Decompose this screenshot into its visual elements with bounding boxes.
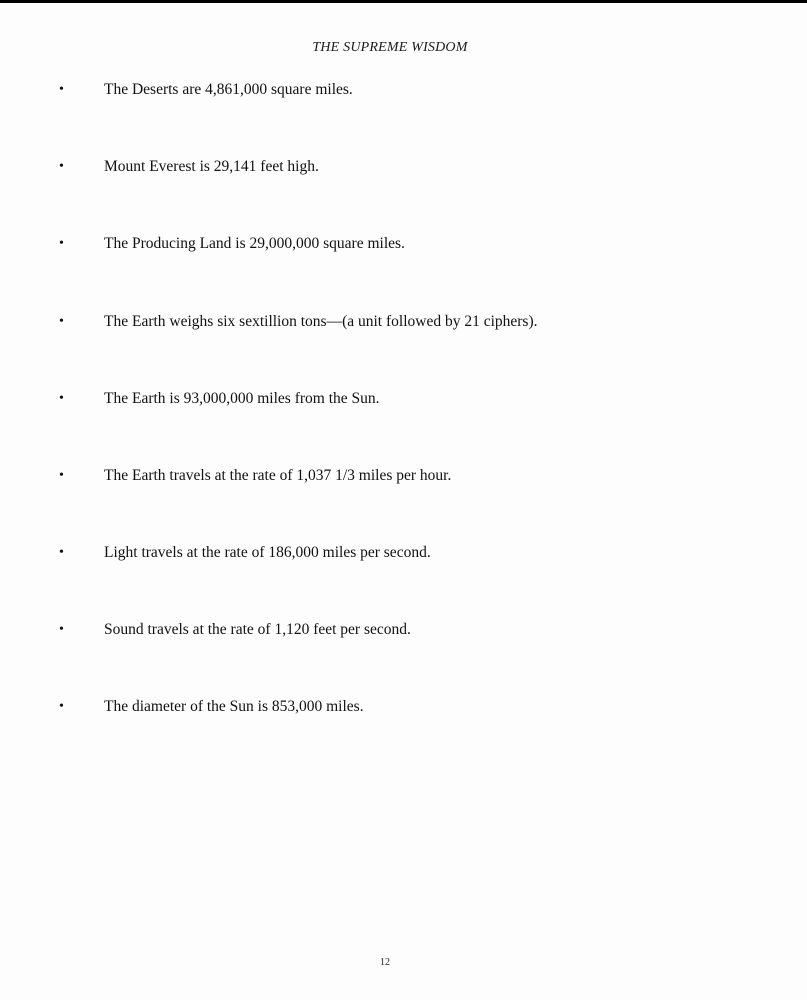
bullet-icon: •: [59, 82, 64, 97]
list-item-text: The Earth travels at the rate of 1,037 1/3 miles per hour.: [104, 467, 452, 484]
list-item: [0, 618, 760, 642]
list-item-text: Mount Everest is 29,141 feet high.: [104, 158, 319, 175]
list-item-text: The Deserts are 4,861,000 square miles.: [104, 81, 353, 98]
list-item-text: The Producing Land is 29,000,000 square miles.: [104, 235, 405, 252]
list-item-text: Light travels at the rate of 186,000 miles per second.: [104, 544, 431, 561]
list-item-text: Sound travels at the rate of 1,120 feet per second.: [104, 621, 411, 638]
list-item-text: The Earth weighs six sextillion tons—(a unit followed by 21 ciphers).: [104, 313, 538, 330]
bullet-icon: •: [59, 699, 64, 714]
list-item: [0, 78, 760, 102]
bullet-icon: •: [59, 545, 64, 560]
list-item: [0, 387, 760, 411]
list-item: [0, 232, 760, 256]
list-item: [0, 310, 760, 334]
page-number: 12: [380, 957, 390, 968]
list-item-text: The Earth is 93,000,000 miles from the Sun.: [104, 390, 380, 407]
bullet-icon: •: [59, 391, 64, 406]
bullet-icon: •: [59, 622, 64, 637]
bullet-icon: •: [59, 468, 64, 483]
list-item: [0, 464, 760, 488]
list-item: [0, 541, 760, 565]
list-item: [0, 695, 760, 719]
running-header: THE SUPREME WISDOM: [312, 40, 468, 55]
bullet-icon: •: [59, 159, 64, 174]
list-item-text: The diameter of the Sun is 853,000 miles.: [104, 698, 364, 715]
list-item: [0, 155, 760, 179]
bullet-icon: •: [59, 314, 64, 329]
bullet-icon: •: [59, 236, 64, 251]
